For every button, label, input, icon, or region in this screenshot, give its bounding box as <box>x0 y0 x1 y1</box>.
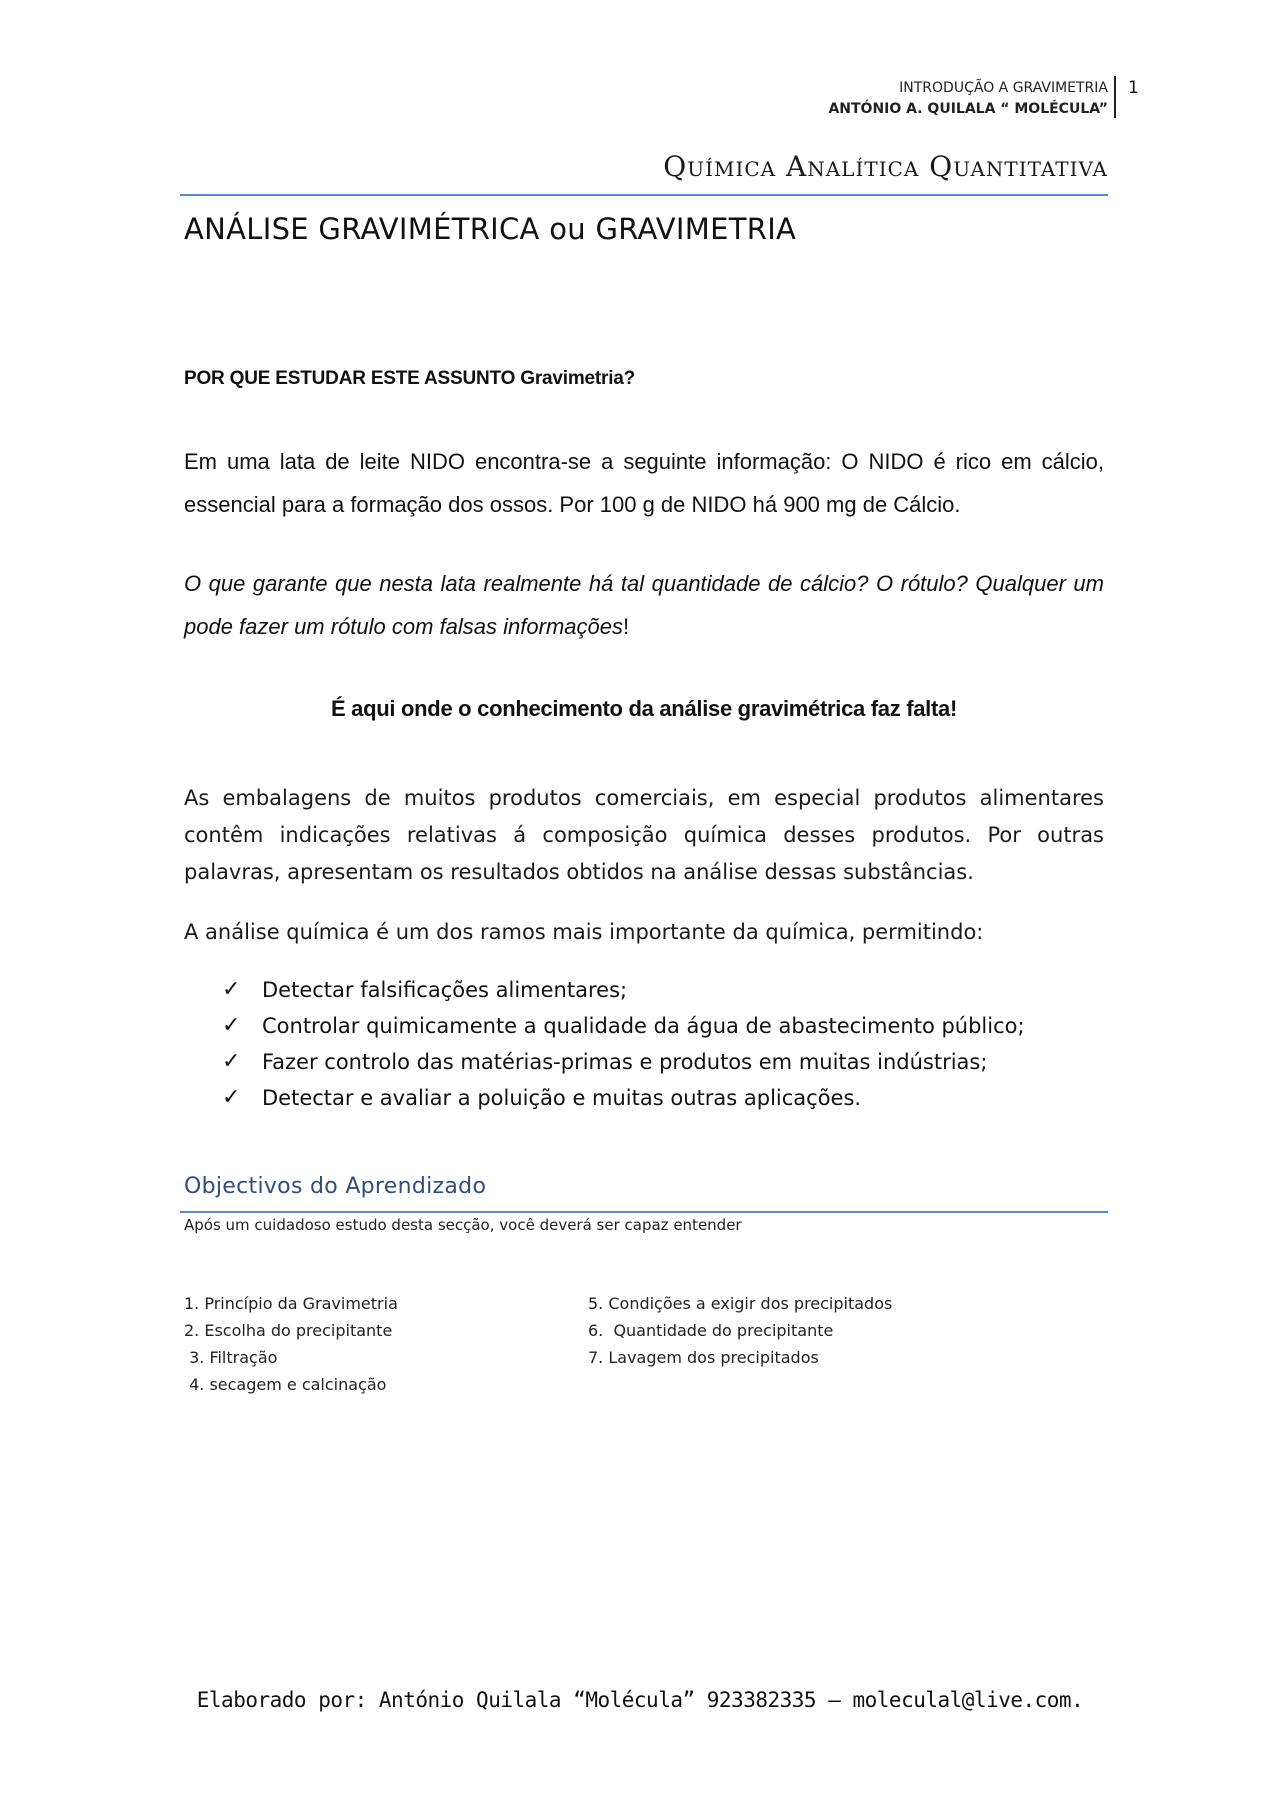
packaging-paragraph: As embalagens de muitos produtos comerciais, em especial produtos alimentares contêm indicações relativas á composição química desses produtos. Por outras palavras, apresentam os resultados obtidos na análise dessas substâncias. <box>184 786 1104 884</box>
checklist-item <box>222 1008 1025 1044</box>
question-paragraph-text: O que garante que nesta lata realmente há tal quantidade de cálcio? O rótulo? Qualquer um pode fazer um rótulo com falsas informações <box>184 571 1104 639</box>
objectives-title: Objectivos do Aprendizado <box>184 1174 487 1199</box>
topic-item: 7. Lavagem dos precipitados <box>588 1348 819 1367</box>
question-paragraph <box>184 562 1104 648</box>
topic-item: 3. Filtração <box>184 1348 278 1367</box>
topics-right-column <box>588 1290 892 1371</box>
topics-left-column <box>184 1290 398 1398</box>
checklist-item-text: Detectar falsificações alimentares; <box>262 978 628 1002</box>
objectives-subtitle: Após um cuidadoso estudo desta secção, você deverá ser capaz entender <box>184 1216 742 1234</box>
subject-title: Química Analítica Quantitativa <box>663 150 1108 183</box>
subject-title-rule <box>180 194 1108 196</box>
objectives-rule <box>180 1211 1108 1213</box>
callout-statement: É aqui onde o conhecimento da análise gravimétrica faz falta! <box>331 696 957 721</box>
main-title: ANÁLISE GRAVIMÉTRICA ou GRAVIMETRIA <box>184 212 797 246</box>
topic-item: 5. Condições a exigir dos precipitados <box>588 1294 893 1313</box>
check-icon: ✓ <box>222 1085 241 1110</box>
topic-item: 2. Escolha do precipitante <box>184 1321 393 1340</box>
running-header <box>828 78 1108 120</box>
running-title: INTRODUÇÃO A GRAVIMETRIA <box>899 80 1108 96</box>
check-icon: ✓ <box>222 977 241 1002</box>
header-author: ANTÓNIO A. QUILALA “ MOLÉCULA” <box>828 101 1108 117</box>
checklist-item-text: Controlar quimicamente a qualidade da água de abastecimento público; <box>262 1014 1025 1038</box>
intro-paragraph: Em uma lata de leite NIDO encontra-se a seguinte informação: O NIDO é rico em cálcio, essencial para a formação dos ossos. Por 100 g de NIDO há 900 mg de Cálcio. <box>184 449 1104 517</box>
checklist-item <box>222 1080 1025 1116</box>
benefits-checklist <box>222 972 1025 1116</box>
page-number: 1 <box>1128 78 1139 98</box>
analysis-intro: A análise química é um dos ramos mais importante da química, permitindo: <box>184 920 984 944</box>
checklist-item-text: Detectar e avaliar a poluição e muitas outras aplicações. <box>262 1086 862 1110</box>
topic-item: 6. Quantidade do precipitante <box>588 1321 834 1340</box>
check-icon: ✓ <box>222 1013 241 1038</box>
question-paragraph-end: ! <box>622 614 630 639</box>
check-icon: ✓ <box>222 1049 241 1074</box>
checklist-item-text: Fazer controlo das matérias-primas e produtos em muitas indústrias; <box>262 1050 988 1074</box>
question-heading: POR QUE ESTUDAR ESTE ASSUNTO Gravimetria? <box>184 368 636 389</box>
checklist-item <box>222 972 1025 1008</box>
topic-item: 4. secagem e calcinação <box>184 1375 387 1394</box>
header-divider <box>1114 76 1116 118</box>
page-footer: Elaborado por: António Quilala “Molécula” 923382335 – moleculal@live.com. <box>196 1688 1084 1712</box>
topic-item: 1. Princípio da Gravimetria <box>184 1294 398 1313</box>
checklist-item <box>222 1044 1025 1080</box>
